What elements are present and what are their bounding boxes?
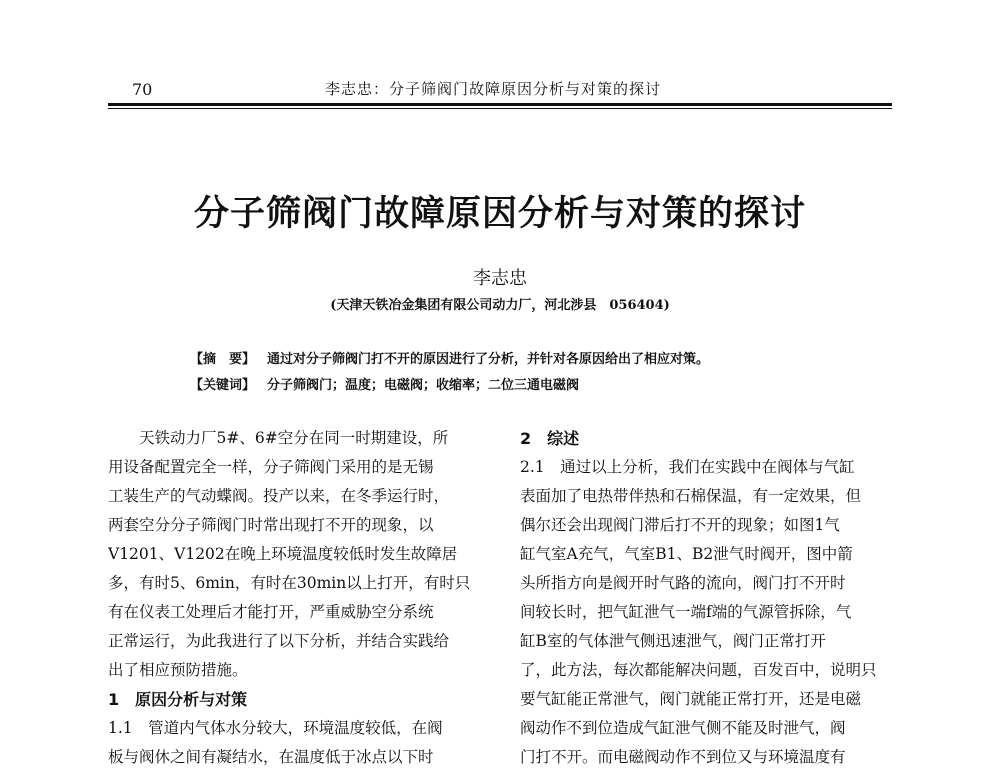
- body-line: 多，有时5、6min，有时在30min以上打开，有时只: [108, 574, 471, 592]
- abstract-text: 通过对分子筛阀门打不开的原因进行了分析，并针对各原因给出了相应对策。: [267, 352, 710, 367]
- left-column: [108, 424, 490, 772]
- body-line: 有在仪表工处理后才能打开，严重威胁空分系统: [108, 603, 434, 621]
- body-line: 阀动作不到位造成气缸泄气侧不能及时泄气，阀: [520, 719, 846, 737]
- section-heading: 1 原因分析与对策: [108, 690, 248, 709]
- body-line: 出了相应预防措施。: [108, 661, 248, 679]
- article-title: 分子筛阀门故障原因分析与对策的探讨: [193, 193, 806, 234]
- body-line: 缸B室的气体泄气侧迅速泄气，阀门正常打开: [520, 632, 826, 650]
- header-rule-thick: [108, 103, 892, 106]
- body-line: 两套空分分子筛阀门时常出现打不开的现象，以: [108, 516, 434, 534]
- body-line: 工装生产的气动蝶阀。投产以来，在冬季运行时，: [108, 487, 450, 505]
- abstract-label: 【摘 要】: [190, 352, 256, 367]
- keywords-label: 【关键词】: [190, 378, 256, 393]
- body-line: 偶尔还会出现阀门滞后打不开的现象；如图1气: [520, 516, 840, 534]
- body-line: V1201、V1202在晚上环境温度较低时发生故障居: [108, 545, 458, 563]
- author-affiliation: (天津天铁冶金集团有限公司动力厂，河北涉县 056404): [330, 298, 670, 313]
- body-line: 用设备配置完全一样，分子筛阀门采用的是无锡: [108, 458, 434, 476]
- author-name: 李志忠: [473, 268, 527, 289]
- body-line: 天铁动力厂5#、6#空分在同一时期建设，所: [139, 429, 449, 447]
- body-line: 板与阀休之间有凝结水，在温度低于冰点以下时: [108, 748, 434, 766]
- running-title: 李志忠：分子筛阀门故障原因分析与对策的探讨: [325, 80, 662, 98]
- body-line: 2.1 通过以上分析，我们在实践中在阀体与气缸: [520, 458, 855, 476]
- body-line: 缸气室A充气，气室B1、B2泄气时阀开，图中箭: [520, 545, 853, 563]
- body-line: 间较长时，把气缸泄气一端f端的气源管拆除，气: [520, 603, 852, 621]
- body-line: 头所指方向是阀开时气路的流向，阀门打不开时: [520, 574, 846, 592]
- body-line: 1.1 管道内气体水分较大，环境温度较低，在阀: [108, 719, 443, 737]
- keywords-text: 分子筛阀门；温度；电磁阀；收缩率；二位三通电磁阀: [267, 378, 580, 393]
- section-heading: 2 综述: [520, 429, 580, 448]
- abstract: [190, 348, 709, 367]
- body-line: 表面加了电热带伴热和石棉保温，有一定效果，但: [520, 487, 862, 505]
- body-line: 正常运行，为此我进行了以下分析，并结合实践给: [108, 632, 450, 650]
- body-line: 要气缸能正常泄气，阀门就能正常打开，还是电磁: [520, 690, 862, 708]
- body-line: 门打不开。而电磁阀动作不到位又与环境温度有: [520, 748, 846, 766]
- right-column: [520, 424, 902, 772]
- page-number: 70: [132, 80, 153, 99]
- header-rule-thin: [108, 108, 892, 109]
- keywords: [190, 374, 579, 393]
- body-line: 了，此方法，每次都能解决问题，百发百中，说明只: [520, 661, 877, 679]
